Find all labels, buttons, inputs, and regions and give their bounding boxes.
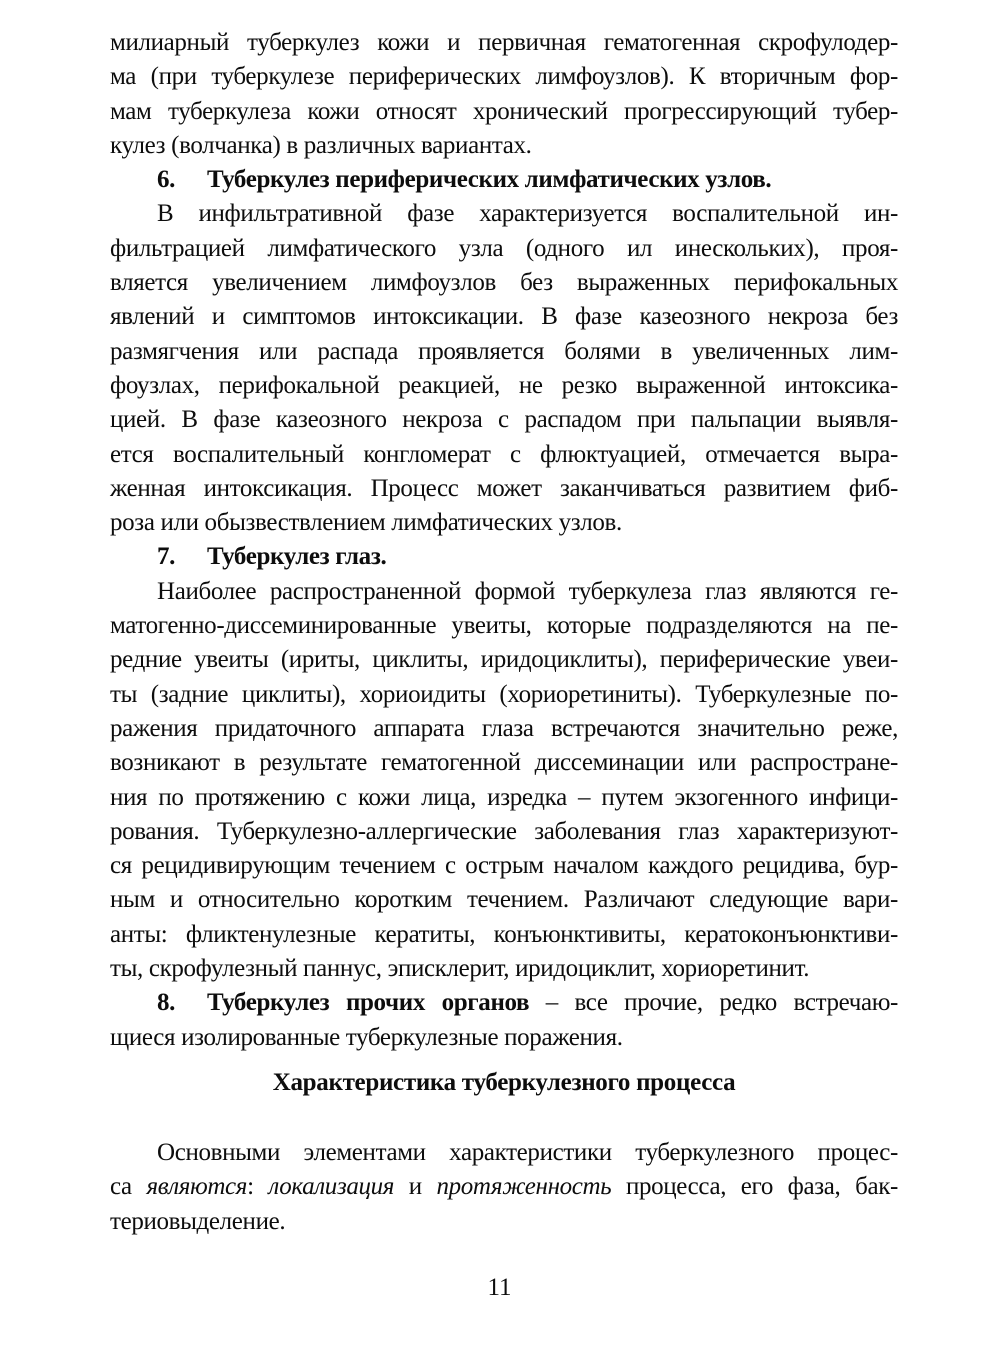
section-text: – все прочие, редко встречаю- bbox=[529, 989, 898, 1017]
final-paragraph bbox=[110, 1136, 898, 1239]
text-line: рования. Туберкулезно-аллергические заболевания глаз характеризуют- bbox=[110, 817, 898, 845]
page-number: 11 bbox=[487, 1274, 512, 1301]
text-line: фильтрацией лимфатического узла (одного ил инескольких), проя- bbox=[110, 234, 898, 262]
text-line: анты: фликтенулезные кератиты, конъюнктивиты, кератоконъюнктиви- bbox=[110, 920, 898, 948]
text-fragment: са bbox=[110, 1173, 147, 1201]
text-line: ния по протяжению с кожи лица, изредка – путем экзогенного инфици- bbox=[110, 783, 898, 811]
text-line: ма (при туберкулезе периферических лимфоузлов). К вторичным фор- bbox=[110, 63, 898, 91]
text-line: матогенно-диссеминированные увеиты, которые подразделяются на пе- bbox=[110, 612, 898, 640]
text-line: размягчения или распада проявляется болями в увеличенных лим- bbox=[110, 337, 898, 365]
text-line: роза или обызвествлением лимфатических узлов. bbox=[110, 509, 622, 537]
text-line: фоузлах, перифокальной реакцией, не резко выраженной интоксика- bbox=[110, 371, 898, 399]
section-number: 8. bbox=[157, 989, 176, 1017]
text-line: териовыделение. bbox=[110, 1207, 286, 1235]
body-text bbox=[110, 26, 898, 1055]
section-number: 6. bbox=[157, 166, 176, 194]
text-line: вляется увеличением лимфоузлов без выраженных перифокальных bbox=[110, 269, 898, 297]
text-line: женная интоксикация. Процесс может заканчиваться развитием фиб- bbox=[110, 474, 898, 502]
text-line: явлений и симптомов интоксикации. В фазе казеозного некроза без bbox=[110, 303, 898, 331]
text-line: ным и относительно коротким течением. Различают следующие вари- bbox=[110, 886, 898, 914]
section-number: 7. bbox=[157, 543, 176, 571]
text-line: цией. В фазе казеозного некроза с распадом при пальпации выявля- bbox=[110, 406, 898, 434]
text-line: мам туберкулеза кожи относят хронический прогрессирующий тубер- bbox=[110, 97, 898, 125]
text-line: В инфильтративной фазе характеризуется воспалительной ин- bbox=[157, 200, 898, 228]
italic-fragment: являются bbox=[146, 1173, 248, 1201]
text-fragment: : bbox=[247, 1173, 269, 1201]
text-line: ражения придаточного аппарата глаза встречаются значительно реже, bbox=[110, 714, 898, 742]
text-line: редние увеиты (ириты, циклиты, иридоциклиты), периферические увеи- bbox=[110, 646, 898, 674]
text-line: Наиболее распространенной формой туберкулеза глаз являются ге- bbox=[157, 577, 898, 605]
section-title: Туберкулез периферических лимфатических узлов. bbox=[207, 166, 772, 194]
text-line: ты, скрофулезный паннус, эписклерит, иридоциклит, хориоретинит. bbox=[110, 955, 810, 983]
italic-fragment: локализация bbox=[268, 1173, 395, 1201]
text-fragment: процесса, его фаза, бак- bbox=[611, 1173, 898, 1201]
text-line: возникают в результате гематогенной диссеминации или распростране- bbox=[110, 749, 898, 777]
text-line: ется воспалительный конгломерат с флюктуацией, отмечается выра- bbox=[110, 440, 898, 468]
text-line: кулез (волчанка) в различных вариантах. bbox=[110, 131, 532, 159]
section-title: Туберкулез прочих органов bbox=[207, 989, 530, 1017]
section-heading-7 bbox=[110, 540, 898, 574]
italic-fragment: протяженность bbox=[436, 1173, 612, 1201]
section-heading-8 bbox=[110, 986, 898, 1020]
text-fragment: и bbox=[394, 1173, 437, 1201]
text-line: ся рецидивирующим течением с острым началом каждого рецидива, бур- bbox=[110, 852, 898, 880]
text-line: ты (задние циклиты), хориоидиты (хориоретиниты). Туберкулезные по- bbox=[110, 680, 898, 708]
text-line: милиарный туберкулез кожи и первичная гематогенная скрофулодер- bbox=[110, 29, 898, 56]
text-line: Основными элементами характеристики туберкулезного процес- bbox=[157, 1139, 898, 1166]
text-line bbox=[110, 1170, 898, 1204]
section-heading-6 bbox=[110, 163, 898, 197]
subheading: Характеристика туберкулезного процесса bbox=[272, 1069, 736, 1096]
section-title: Туберкулез глаз. bbox=[207, 543, 387, 571]
text-line: щиеся изолированные туберкулезные поражения. bbox=[110, 1023, 623, 1051]
